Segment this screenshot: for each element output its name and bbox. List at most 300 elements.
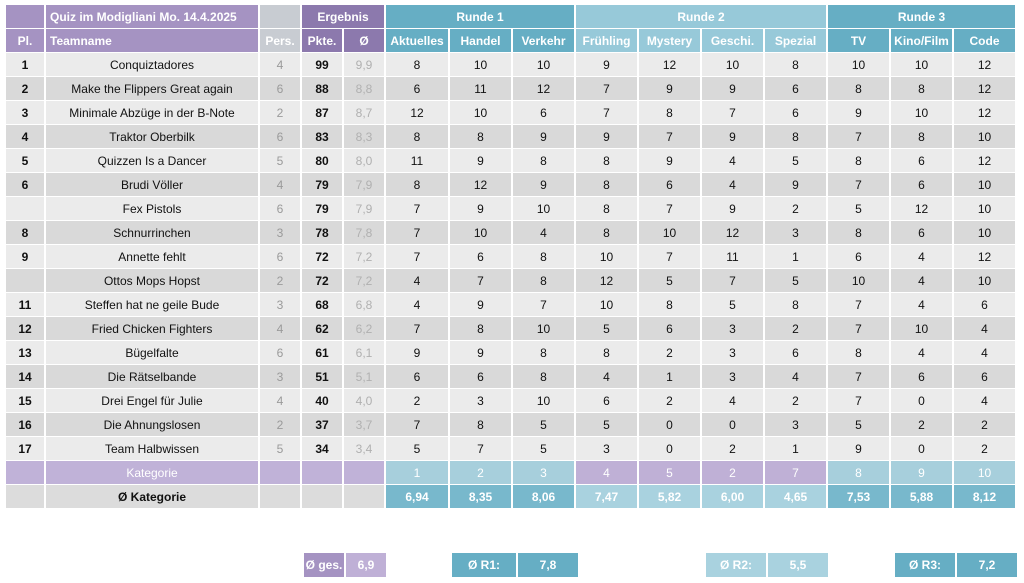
score-cell: 0 — [702, 413, 763, 436]
place-cell: 3 — [6, 101, 44, 124]
col-header-pers: Pers. — [260, 29, 300, 52]
score-cell: 7 — [386, 317, 448, 340]
score-cell: 7 — [828, 293, 889, 316]
score-cell: 6 — [891, 365, 952, 388]
score-cell: 7 — [828, 125, 889, 148]
average-cell: 8,3 — [344, 125, 384, 148]
score-cell: 3 — [702, 365, 763, 388]
score-cell: 12 — [639, 53, 700, 76]
table-row — [6, 221, 1015, 244]
score-cell: 2 — [702, 437, 763, 460]
score-cell: 3 — [765, 413, 826, 436]
score-cell: 12 — [954, 53, 1015, 76]
score-cell: 10 — [513, 53, 574, 76]
place-cell: 16 — [6, 413, 44, 436]
avg-kategorie-blank-pers — [260, 485, 300, 508]
place-cell: 14 — [6, 365, 44, 388]
score-cell: 7 — [386, 221, 448, 244]
persons-cell: 3 — [260, 293, 300, 316]
score-cell: 4 — [702, 149, 763, 172]
score-cell: 5 — [513, 413, 574, 436]
kategorie-blank-pkte — [302, 461, 342, 484]
score-cell: 10 — [954, 197, 1015, 220]
results-body — [6, 53, 1015, 460]
score-cell: 12 — [386, 101, 448, 124]
score-cell: 7 — [702, 101, 763, 124]
score-cell: 8 — [513, 341, 574, 364]
place-cell: 9 — [6, 245, 44, 268]
score-cell: 7 — [639, 245, 700, 268]
team-name-cell: Steffen hat ne geile Bude — [46, 293, 258, 316]
points-cell: 87 — [302, 101, 342, 124]
team-name-cell: Annette fehlt — [46, 245, 258, 268]
avg-kategorie-value: 8,35 — [450, 485, 511, 508]
persons-cell: 4 — [260, 53, 300, 76]
score-cell: 7 — [639, 197, 700, 220]
points-cell: 72 — [302, 245, 342, 268]
score-cell: 8 — [386, 53, 448, 76]
kategorie-label: Kategorie — [46, 461, 258, 484]
score-cell: 3 — [702, 341, 763, 364]
score-cell: 4 — [386, 293, 448, 316]
average-cell: 7,2 — [344, 245, 384, 268]
score-cell: 6 — [891, 221, 952, 244]
summary-round2-average — [706, 553, 828, 577]
score-cell: 9 — [765, 173, 826, 196]
team-name-cell: Quizzen Is a Dancer — [46, 149, 258, 172]
score-cell: 11 — [702, 245, 763, 268]
header-blank-pers — [260, 5, 300, 28]
score-cell: 10 — [639, 221, 700, 244]
col-header-mystery: Mystery — [639, 29, 700, 52]
score-cell: 9 — [828, 437, 889, 460]
avg-kategorie-value: 7,53 — [828, 485, 889, 508]
score-cell: 8 — [386, 173, 448, 196]
place-cell: 8 — [6, 221, 44, 244]
table-row — [6, 245, 1015, 268]
kategorie-row — [6, 461, 1015, 484]
score-cell: 8 — [513, 149, 574, 172]
col-header-points: Pkte. — [302, 29, 342, 52]
score-cell: 2 — [954, 437, 1015, 460]
table-row — [6, 413, 1015, 436]
kategorie-value: 4 — [576, 461, 637, 484]
score-cell: 11 — [386, 149, 448, 172]
score-cell: 10 — [954, 173, 1015, 196]
summary-ges-label: Ø ges. — [304, 553, 344, 577]
score-cell: 5 — [513, 437, 574, 460]
score-cell: 6 — [765, 101, 826, 124]
score-cell: 10 — [954, 269, 1015, 292]
place-cell: 4 — [6, 125, 44, 148]
average-cell: 6,1 — [344, 341, 384, 364]
points-cell: 72 — [302, 269, 342, 292]
score-cell: 12 — [954, 245, 1015, 268]
score-cell: 8 — [576, 221, 637, 244]
table-row — [6, 365, 1015, 388]
col-header-tv: TV — [828, 29, 889, 52]
score-cell: 7 — [450, 437, 511, 460]
table-row — [6, 197, 1015, 220]
score-cell: 4 — [386, 269, 448, 292]
score-cell: 6 — [891, 149, 952, 172]
score-cell: 9 — [450, 293, 511, 316]
score-cell: 8 — [639, 293, 700, 316]
score-cell: 8 — [450, 125, 511, 148]
score-cell: 10 — [576, 293, 637, 316]
score-cell: 10 — [954, 125, 1015, 148]
summary-round1-average — [452, 553, 578, 577]
score-cell: 6 — [765, 341, 826, 364]
avg-kategorie-row — [6, 485, 1015, 508]
avg-kategorie-blank-avg — [344, 485, 384, 508]
score-cell: 8 — [828, 77, 889, 100]
score-cell: 6 — [513, 101, 574, 124]
score-cell: 6 — [639, 173, 700, 196]
score-cell: 8 — [828, 341, 889, 364]
average-cell: 7,2 — [344, 269, 384, 292]
points-cell: 61 — [302, 341, 342, 364]
score-cell: 8 — [386, 125, 448, 148]
score-cell: 11 — [450, 77, 511, 100]
score-cell: 0 — [891, 389, 952, 412]
score-cell: 8 — [576, 197, 637, 220]
points-cell: 79 — [302, 197, 342, 220]
score-cell: 8 — [513, 269, 574, 292]
score-cell: 8 — [765, 293, 826, 316]
points-cell: 62 — [302, 317, 342, 340]
score-cell: 0 — [639, 413, 700, 436]
header-row-top — [6, 5, 1015, 28]
avg-kategorie-value: 6,00 — [702, 485, 763, 508]
score-cell: 2 — [386, 389, 448, 412]
col-header-team: Teamname — [46, 29, 258, 52]
team-name-cell: Die Rätselbande — [46, 365, 258, 388]
kategorie-value: 7 — [765, 461, 826, 484]
score-cell: 9 — [450, 149, 511, 172]
ergebnis-header: Ergebnis — [302, 5, 384, 28]
team-name-cell: Drei Engel für Julie — [46, 389, 258, 412]
score-cell: 2 — [639, 389, 700, 412]
score-cell: 7 — [828, 317, 889, 340]
table-row — [6, 437, 1015, 460]
score-cell: 4 — [891, 293, 952, 316]
summary-overall-average — [304, 553, 386, 577]
score-cell: 7 — [450, 269, 511, 292]
score-cell: 9 — [450, 197, 511, 220]
score-cell: 7 — [828, 365, 889, 388]
score-cell: 7 — [386, 197, 448, 220]
place-cell — [6, 269, 44, 292]
score-cell: 6 — [828, 245, 889, 268]
place-cell: 12 — [6, 317, 44, 340]
table-row — [6, 293, 1015, 316]
points-cell: 78 — [302, 221, 342, 244]
score-cell: 12 — [450, 173, 511, 196]
persons-cell: 2 — [260, 413, 300, 436]
score-cell: 4 — [702, 173, 763, 196]
score-cell: 6 — [891, 173, 952, 196]
average-cell: 6,2 — [344, 317, 384, 340]
score-cell: 0 — [639, 437, 700, 460]
score-cell: 4 — [513, 221, 574, 244]
kategorie-blank-pers — [260, 461, 300, 484]
persons-cell: 5 — [260, 149, 300, 172]
score-cell: 6 — [765, 77, 826, 100]
col-header-verkehr: Verkehr — [513, 29, 574, 52]
persons-cell: 6 — [260, 77, 300, 100]
place-cell: 11 — [6, 293, 44, 316]
score-cell: 10 — [450, 221, 511, 244]
score-cell: 5 — [765, 149, 826, 172]
avg-kategorie-value: 7,47 — [576, 485, 637, 508]
header-row-columns — [6, 29, 1015, 52]
score-cell: 8 — [765, 125, 826, 148]
average-cell: 7,9 — [344, 173, 384, 196]
table-row — [6, 269, 1015, 292]
score-cell: 9 — [513, 125, 574, 148]
points-cell: 51 — [302, 365, 342, 388]
score-cell: 12 — [513, 77, 574, 100]
table-row — [6, 317, 1015, 340]
runde3-header: Runde 3 — [828, 5, 1015, 28]
score-cell: 9 — [639, 149, 700, 172]
score-cell: 8 — [765, 53, 826, 76]
score-cell: 10 — [954, 221, 1015, 244]
persons-cell: 4 — [260, 389, 300, 412]
score-cell: 5 — [639, 269, 700, 292]
col-header-place: Pl. — [6, 29, 44, 52]
score-cell: 4 — [891, 269, 952, 292]
kategorie-blank-avg — [344, 461, 384, 484]
persons-cell: 4 — [260, 173, 300, 196]
points-cell: 37 — [302, 413, 342, 436]
score-cell: 4 — [891, 245, 952, 268]
avg-kategorie-label: Ø Kategorie — [46, 485, 258, 508]
score-cell: 7 — [828, 173, 889, 196]
points-cell: 34 — [302, 437, 342, 460]
team-name-cell: Brudi Völler — [46, 173, 258, 196]
score-cell: 4 — [765, 365, 826, 388]
score-cell: 8 — [576, 341, 637, 364]
avg-kategorie-value: 4,65 — [765, 485, 826, 508]
score-cell: 4 — [954, 389, 1015, 412]
average-cell: 7,9 — [344, 197, 384, 220]
score-cell: 9 — [702, 125, 763, 148]
team-name-cell: Fex Pistols — [46, 197, 258, 220]
score-cell: 7 — [576, 77, 637, 100]
score-cell: 9 — [386, 341, 448, 364]
score-cell: 6 — [386, 365, 448, 388]
score-cell: 5 — [828, 197, 889, 220]
avg-kategorie-blank-pkte — [302, 485, 342, 508]
score-cell: 1 — [765, 245, 826, 268]
score-cell: 9 — [702, 197, 763, 220]
col-header-kino-film: Kino/Film — [891, 29, 952, 52]
team-name-cell: Die Ahnungslosen — [46, 413, 258, 436]
score-cell: 8 — [513, 365, 574, 388]
avg-kategorie-blank — [6, 485, 44, 508]
team-name-cell: Ottos Mops Hopst — [46, 269, 258, 292]
score-cell: 0 — [891, 437, 952, 460]
score-cell: 7 — [576, 101, 637, 124]
score-cell: 10 — [513, 197, 574, 220]
table-row — [6, 149, 1015, 172]
runde2-header: Runde 2 — [576, 5, 826, 28]
score-cell: 3 — [450, 389, 511, 412]
score-cell: 6 — [450, 245, 511, 268]
score-cell: 4 — [576, 365, 637, 388]
score-cell: 5 — [576, 317, 637, 340]
col-header-fruehling: Frühling — [576, 29, 637, 52]
score-cell: 8 — [576, 173, 637, 196]
kategorie-value: 3 — [513, 461, 574, 484]
kategorie-value: 8 — [828, 461, 889, 484]
score-cell: 6 — [450, 365, 511, 388]
score-cell: 10 — [513, 317, 574, 340]
score-cell: 12 — [954, 149, 1015, 172]
table-row — [6, 125, 1015, 148]
col-header-spezial: Spezial — [765, 29, 826, 52]
persons-cell: 6 — [260, 341, 300, 364]
header-blank-cell — [6, 5, 44, 28]
score-cell: 10 — [828, 53, 889, 76]
score-cell: 10 — [576, 245, 637, 268]
score-cell: 1 — [639, 365, 700, 388]
score-cell: 12 — [891, 197, 952, 220]
place-cell: 13 — [6, 341, 44, 364]
table-row — [6, 341, 1015, 364]
score-cell: 5 — [702, 293, 763, 316]
average-cell: 5,1 — [344, 365, 384, 388]
score-cell: 2 — [765, 197, 826, 220]
table-row — [6, 53, 1015, 76]
col-header-average: Ø — [344, 29, 384, 52]
score-cell: 8 — [450, 413, 511, 436]
points-cell: 99 — [302, 53, 342, 76]
place-cell: 1 — [6, 53, 44, 76]
summary-ges-value: 6,9 — [346, 553, 386, 577]
summary-r2-label: Ø R2: — [706, 553, 766, 577]
team-name-cell: Bügelfalte — [46, 341, 258, 364]
place-cell: 15 — [6, 389, 44, 412]
summary-r1-value: 7,8 — [518, 553, 578, 577]
runde1-header: Runde 1 — [386, 5, 574, 28]
score-cell: 10 — [513, 389, 574, 412]
score-cell: 6 — [954, 365, 1015, 388]
score-cell: 1 — [765, 437, 826, 460]
avg-kategorie-value: 5,88 — [891, 485, 952, 508]
score-cell: 7 — [386, 413, 448, 436]
avg-kategorie-value: 5,82 — [639, 485, 700, 508]
score-cell: 2 — [954, 413, 1015, 436]
team-name-cell: Fried Chicken Fighters — [46, 317, 258, 340]
kategorie-value: 2 — [450, 461, 511, 484]
score-cell: 3 — [765, 221, 826, 244]
persons-cell: 6 — [260, 245, 300, 268]
table-row — [6, 77, 1015, 100]
score-cell: 6 — [386, 77, 448, 100]
score-cell: 5 — [576, 413, 637, 436]
points-cell: 68 — [302, 293, 342, 316]
score-cell: 8 — [891, 77, 952, 100]
summary-r2-value: 5,5 — [768, 553, 828, 577]
points-cell: 83 — [302, 125, 342, 148]
points-cell: 40 — [302, 389, 342, 412]
place-cell: 5 — [6, 149, 44, 172]
score-cell: 9 — [576, 53, 637, 76]
team-name-cell: Schnurrinchen — [46, 221, 258, 244]
score-cell: 7 — [702, 269, 763, 292]
place-cell: 6 — [6, 173, 44, 196]
kategorie-blank — [6, 461, 44, 484]
avg-kategorie-value: 8,12 — [954, 485, 1015, 508]
score-cell: 9 — [576, 125, 637, 148]
persons-cell: 6 — [260, 125, 300, 148]
kategorie-value: 2 — [702, 461, 763, 484]
col-header-geschi: Geschi. — [702, 29, 763, 52]
score-cell: 8 — [828, 149, 889, 172]
score-cell: 12 — [954, 77, 1015, 100]
score-cell: 6 — [954, 293, 1015, 316]
avg-kategorie-value: 6,94 — [386, 485, 448, 508]
kategorie-value: 1 — [386, 461, 448, 484]
table-row — [6, 101, 1015, 124]
score-cell: 3 — [576, 437, 637, 460]
score-cell: 2 — [639, 341, 700, 364]
average-cell: 9,9 — [344, 53, 384, 76]
average-cell: 3,4 — [344, 437, 384, 460]
score-cell: 8 — [891, 125, 952, 148]
table-row — [6, 389, 1015, 412]
score-cell: 10 — [450, 53, 511, 76]
score-cell: 9 — [513, 173, 574, 196]
kategorie-value: 10 — [954, 461, 1015, 484]
kategorie-value: 9 — [891, 461, 952, 484]
score-cell: 5 — [828, 413, 889, 436]
average-cell: 6,8 — [344, 293, 384, 316]
place-cell: 2 — [6, 77, 44, 100]
place-cell — [6, 197, 44, 220]
team-name-cell: Minimale Abzüge in der B-Note — [46, 101, 258, 124]
score-cell: 4 — [954, 341, 1015, 364]
col-header-aktuelles: Aktuelles — [386, 29, 448, 52]
score-cell: 9 — [702, 77, 763, 100]
score-cell: 8 — [450, 317, 511, 340]
average-cell: 8,7 — [344, 101, 384, 124]
persons-cell: 3 — [260, 221, 300, 244]
team-name-cell: Team Halbwissen — [46, 437, 258, 460]
score-cell: 4 — [891, 341, 952, 364]
team-name-cell: Traktor Oberbilk — [46, 125, 258, 148]
place-cell: 17 — [6, 437, 44, 460]
score-cell: 2 — [891, 413, 952, 436]
score-cell: 10 — [450, 101, 511, 124]
score-cell: 10 — [891, 317, 952, 340]
col-header-code: Code — [954, 29, 1015, 52]
persons-cell: 2 — [260, 101, 300, 124]
score-cell: 10 — [702, 53, 763, 76]
team-name-cell: Make the Flippers Great again — [46, 77, 258, 100]
score-cell: 8 — [576, 149, 637, 172]
points-cell: 80 — [302, 149, 342, 172]
score-cell: 6 — [576, 389, 637, 412]
score-cell: 7 — [639, 125, 700, 148]
average-cell: 7,8 — [344, 221, 384, 244]
score-cell: 4 — [702, 389, 763, 412]
score-cell: 7 — [828, 389, 889, 412]
quiz-results-table — [4, 4, 1017, 509]
